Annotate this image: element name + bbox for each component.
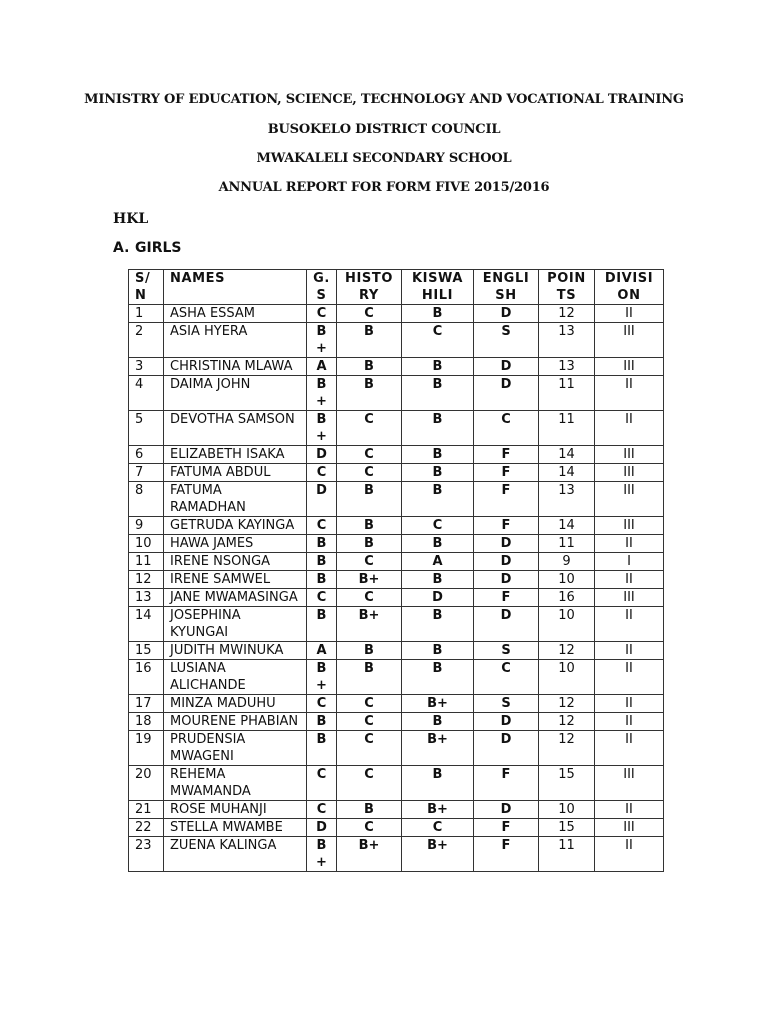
cell-history: C [337, 446, 402, 464]
table-row [129, 837, 664, 872]
cell-english: C [474, 660, 539, 695]
cell-gs: C [307, 589, 337, 607]
cell-english: D [474, 607, 539, 642]
cell-sn: 21 [129, 801, 164, 819]
cell-gs: B+ [307, 660, 337, 695]
cell-name: ROSE MUHANJI [164, 801, 307, 819]
table-row [129, 323, 664, 358]
cell-gs: B [307, 713, 337, 731]
cell-kiswahili: B [402, 607, 474, 642]
cell-gs: C [307, 801, 337, 819]
cell-english: F [474, 589, 539, 607]
column-header-division [595, 270, 664, 305]
cell-division: II [595, 571, 664, 589]
cell-kiswahili: B [402, 642, 474, 660]
cell-name: IRENE NSONGA [164, 553, 307, 571]
cell-gs: C [307, 695, 337, 713]
cell-sn: 22 [129, 819, 164, 837]
column-header-english [474, 270, 539, 305]
cell-name: JUDITH MWINUKA [164, 642, 307, 660]
cell-gs: B [307, 535, 337, 553]
cell-english: D [474, 535, 539, 553]
cell-points: 12 [539, 713, 595, 731]
cell-division: II [595, 607, 664, 642]
cell-name: MINZA MADUHU [164, 695, 307, 713]
cell-name: ZUENA KALINGA [164, 837, 307, 872]
table-row [129, 517, 664, 535]
cell-points: 11 [539, 535, 595, 553]
cell-gs: C [307, 766, 337, 801]
cell-kiswahili: B [402, 713, 474, 731]
cell-history: B [337, 535, 402, 553]
cell-name: REHEMA MWAMANDA [164, 766, 307, 801]
cell-english: D [474, 376, 539, 411]
cell-english: F [474, 837, 539, 872]
cell-english: D [474, 713, 539, 731]
column-header-sn [129, 270, 164, 305]
cell-gs: B [307, 731, 337, 766]
cell-division: III [595, 464, 664, 482]
cell-gs: B [307, 607, 337, 642]
cell-gs: B+ [307, 376, 337, 411]
cell-division: II [595, 642, 664, 660]
cell-kiswahili: B [402, 535, 474, 553]
cell-sn: 7 [129, 464, 164, 482]
cell-english: D [474, 358, 539, 376]
table-row [129, 713, 664, 731]
table-header-row [129, 270, 664, 305]
column-header-text: NAMES [170, 271, 226, 286]
cell-english: F [474, 446, 539, 464]
cell-sn: 18 [129, 713, 164, 731]
cell-english: D [474, 553, 539, 571]
column-header-text: HISTO [345, 271, 393, 286]
council-heading: BUSOKELO DISTRICT COUNCIL [267, 122, 501, 137]
cell-points: 13 [539, 323, 595, 358]
cell-english: F [474, 482, 539, 517]
cell-history: B+ [337, 837, 402, 872]
column-header-text: SH [495, 288, 517, 303]
cell-points: 10 [539, 571, 595, 589]
cell-history: C [337, 713, 402, 731]
table-row [129, 482, 664, 517]
cell-points: 16 [539, 589, 595, 607]
cell-sn: 9 [129, 517, 164, 535]
cell-gs: A [307, 358, 337, 376]
cell-sn: 10 [129, 535, 164, 553]
cell-english: F [474, 819, 539, 837]
cell-name: CHRISTINA MLAWA [164, 358, 307, 376]
column-header-text: RY [359, 288, 379, 303]
cell-points: 12 [539, 695, 595, 713]
cell-name: HAWA JAMES [164, 535, 307, 553]
cell-division: III [595, 517, 664, 535]
cell-points: 12 [539, 642, 595, 660]
results-table [128, 269, 664, 872]
cell-english: S [474, 695, 539, 713]
cell-gs: C [307, 464, 337, 482]
cell-sn: 12 [129, 571, 164, 589]
table-row [129, 553, 664, 571]
cell-sn: 19 [129, 731, 164, 766]
cell-name: DEVOTHA SAMSON [164, 411, 307, 446]
cell-points: 11 [539, 837, 595, 872]
cell-sn: 5 [129, 411, 164, 446]
table-row [129, 589, 664, 607]
cell-sn: 20 [129, 766, 164, 801]
cell-gs: D [307, 819, 337, 837]
cell-points: 12 [539, 731, 595, 766]
cell-division: III [595, 589, 664, 607]
cell-kiswahili: B+ [402, 801, 474, 819]
cell-kiswahili: C [402, 323, 474, 358]
cell-name: ASIA HYERA [164, 323, 307, 358]
column-header-text: KISWA [411, 271, 464, 286]
cell-name: JANE MWAMASINGA [164, 589, 307, 607]
cell-points: 10 [539, 660, 595, 695]
cell-kiswahili: B [402, 464, 474, 482]
column-header-text: S/ [135, 271, 151, 286]
cell-gs: C [307, 305, 337, 323]
cell-division: II [595, 801, 664, 819]
cell-history: B [337, 482, 402, 517]
cell-kiswahili: B [402, 376, 474, 411]
cell-points: 15 [539, 819, 595, 837]
cell-name: PRUDENSIA MWAGENI [164, 731, 307, 766]
cell-division: III [595, 819, 664, 837]
cell-name: STELLA MWAMBE [164, 819, 307, 837]
column-header-text: S [316, 288, 327, 303]
cell-name: DAIMA JOHN [164, 376, 307, 411]
cell-history: B [337, 517, 402, 535]
table-row [129, 358, 664, 376]
cell-history: B+ [337, 607, 402, 642]
cell-english: F [474, 766, 539, 801]
table-row [129, 376, 664, 411]
cell-sn: 13 [129, 589, 164, 607]
column-header-gs [307, 270, 337, 305]
cell-gs: B+ [307, 837, 337, 872]
cell-english: D [474, 801, 539, 819]
cell-history: C [337, 766, 402, 801]
cell-gs: B+ [307, 411, 337, 446]
cell-english: D [474, 731, 539, 766]
column-header-text: N [135, 288, 147, 303]
column-header-text: TS [556, 288, 577, 303]
cell-english: F [474, 464, 539, 482]
cell-sn: 3 [129, 358, 164, 376]
cell-history: C [337, 695, 402, 713]
cell-kiswahili: D [402, 589, 474, 607]
cell-name: JOSEPHINA KYUNGAI [164, 607, 307, 642]
table-body [129, 305, 664, 872]
table-row [129, 660, 664, 695]
table-row [129, 731, 664, 766]
cell-division: III [595, 358, 664, 376]
column-header-text: ON [617, 288, 641, 303]
cell-division: II [595, 305, 664, 323]
cell-points: 10 [539, 801, 595, 819]
cell-sn: 11 [129, 553, 164, 571]
column-header-text: POIN [547, 271, 586, 286]
cell-sn: 17 [129, 695, 164, 713]
table-row [129, 819, 664, 837]
cell-history: C [337, 819, 402, 837]
cell-kiswahili: B [402, 660, 474, 695]
cell-kiswahili: B [402, 482, 474, 517]
cell-history: B [337, 323, 402, 358]
cell-division: II [595, 731, 664, 766]
cell-history: C [337, 411, 402, 446]
cell-sn: 2 [129, 323, 164, 358]
cell-name: LUSIANA ALICHANDE [164, 660, 307, 695]
cell-english: S [474, 323, 539, 358]
cell-points: 11 [539, 411, 595, 446]
cell-name: IRENE SAMWEL [164, 571, 307, 589]
table-row [129, 801, 664, 819]
column-header-kiswahili [402, 270, 474, 305]
table-row [129, 446, 664, 464]
cell-kiswahili: C [402, 517, 474, 535]
cell-points: 14 [539, 517, 595, 535]
cell-kiswahili: A [402, 553, 474, 571]
combination-label: HKL [113, 211, 149, 227]
cell-sn: 15 [129, 642, 164, 660]
column-header-text: HILI [421, 288, 454, 303]
cell-english: C [474, 411, 539, 446]
cell-history: C [337, 589, 402, 607]
table-row [129, 607, 664, 642]
cell-sn: 6 [129, 446, 164, 464]
cell-kiswahili: C [402, 819, 474, 837]
section-title: GIRLS [135, 240, 182, 256]
cell-sn: 8 [129, 482, 164, 517]
cell-english: D [474, 305, 539, 323]
cell-gs: B+ [307, 323, 337, 358]
cell-sn: 23 [129, 837, 164, 872]
cell-name: FATUMA ABDUL [164, 464, 307, 482]
cell-kiswahili: B [402, 571, 474, 589]
cell-division: II [595, 837, 664, 872]
cell-kiswahili: B+ [402, 731, 474, 766]
cell-gs: B [307, 571, 337, 589]
table-row [129, 695, 664, 713]
cell-history: B [337, 660, 402, 695]
cell-division: II [595, 695, 664, 713]
cell-division: III [595, 482, 664, 517]
cell-name: MOURENE PHABIAN [164, 713, 307, 731]
cell-division: II [595, 376, 664, 411]
cell-history: C [337, 731, 402, 766]
cell-gs: C [307, 517, 337, 535]
cell-division: I [595, 553, 664, 571]
cell-history: B [337, 642, 402, 660]
column-header-text: ENGLI [482, 271, 530, 286]
cell-points: 13 [539, 482, 595, 517]
cell-history: B [337, 358, 402, 376]
cell-kiswahili: B [402, 766, 474, 801]
column-header-points [539, 270, 595, 305]
ministry-heading: MINISTRY OF EDUCATION, SCIENCE, TECHNOLOGY AND VOCATIONAL TRAINING [84, 92, 684, 107]
cell-division: III [595, 446, 664, 464]
cell-gs: B [307, 553, 337, 571]
table-row [129, 464, 664, 482]
cell-english: S [474, 642, 539, 660]
cell-kiswahili: B [402, 358, 474, 376]
cell-english: F [474, 517, 539, 535]
table-row [129, 642, 664, 660]
cell-points: 11 [539, 376, 595, 411]
cell-kiswahili: B [402, 305, 474, 323]
table-row [129, 411, 664, 446]
cell-division: II [595, 535, 664, 553]
cell-name: GETRUDA KAYINGA [164, 517, 307, 535]
cell-history: B+ [337, 571, 402, 589]
cell-division: II [595, 713, 664, 731]
cell-gs: A [307, 642, 337, 660]
school-heading: MWAKALELI SECONDARY SCHOOL [256, 151, 512, 166]
cell-kiswahili: B [402, 411, 474, 446]
cell-history: C [337, 305, 402, 323]
cell-english: D [474, 571, 539, 589]
cell-points: 10 [539, 607, 595, 642]
cell-division: II [595, 411, 664, 446]
table-row [129, 766, 664, 801]
cell-sn: 16 [129, 660, 164, 695]
column-header-name [164, 270, 307, 305]
cell-kiswahili: B+ [402, 695, 474, 713]
cell-division: III [595, 766, 664, 801]
section-heading [113, 240, 181, 256]
column-header-history [337, 270, 402, 305]
cell-history: B [337, 376, 402, 411]
cell-division: II [595, 660, 664, 695]
cell-sn: 14 [129, 607, 164, 642]
cell-points: 9 [539, 553, 595, 571]
cell-sn: 1 [129, 305, 164, 323]
cell-points: 12 [539, 305, 595, 323]
table-row [129, 535, 664, 553]
table-row [129, 571, 664, 589]
cell-points: 15 [539, 766, 595, 801]
cell-sn: 4 [129, 376, 164, 411]
table-row [129, 305, 664, 323]
report-title: ANNUAL REPORT FOR FORM FIVE 2015/2016 [218, 180, 550, 195]
cell-points: 14 [539, 446, 595, 464]
cell-history: C [337, 553, 402, 571]
cell-history: B [337, 801, 402, 819]
cell-gs: D [307, 446, 337, 464]
cell-name: ASHA ESSAM [164, 305, 307, 323]
cell-kiswahili: B+ [402, 837, 474, 872]
cell-points: 13 [539, 358, 595, 376]
cell-name: ELIZABETH ISAKA [164, 446, 307, 464]
cell-kiswahili: B [402, 446, 474, 464]
cell-name: FATUMA RAMADHAN [164, 482, 307, 517]
cell-history: C [337, 464, 402, 482]
cell-points: 14 [539, 464, 595, 482]
column-header-text: G. [313, 271, 330, 286]
cell-division: III [595, 323, 664, 358]
column-header-text: DIVISI [604, 271, 654, 286]
cell-gs: D [307, 482, 337, 517]
section-letter: A. [113, 240, 130, 256]
